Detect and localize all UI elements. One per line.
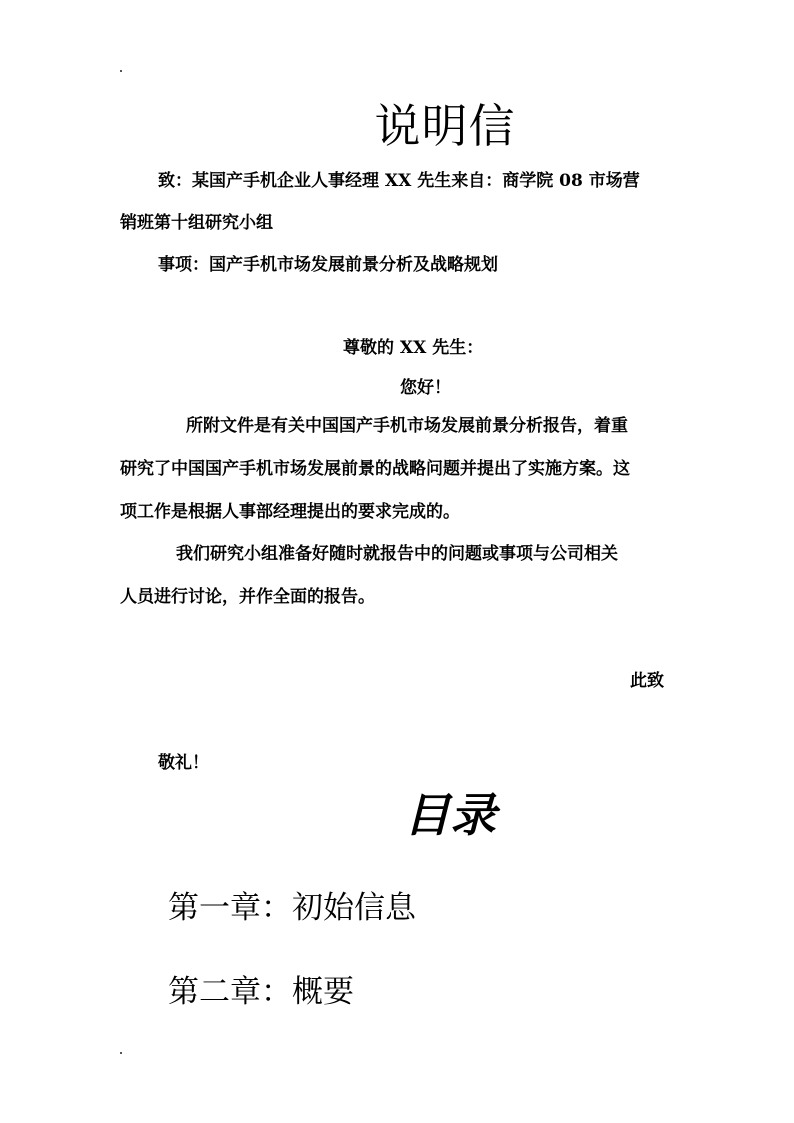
body-paragraph-2 [120,533,675,619]
closing-jing-li: 敬礼！ [158,753,209,773]
recipient-line-2: 销班第十组研究小组 [120,213,273,233]
salutation: 尊敬的 XX 先生： [343,338,484,358]
paragraph-1-line-3: 项工作是根据人事部经理提出的要求完成的。 [120,502,460,522]
subject-line: 事项：国产手机市场发展前景分析及战略规划 [158,255,498,275]
body-paragraph-1 [120,405,675,534]
closing-ci-zhi: 此致 [630,671,664,691]
recipient-line-1: 致：某国产手机企业人事经理 XX 先生来自：商学院 08 市场营 [158,171,640,191]
paragraph-1-line-2: 研究了中国国产手机市场发展前景的战略问题并提出了实施方案。这 [120,459,630,479]
greeting: 您好！ [400,378,451,398]
paragraph-2-line-2: 人员进行讨论，并作全面的报告。 [120,587,375,607]
corner-mark-bottom [120,1052,122,1054]
toc-title: 目录 [404,788,496,842]
paragraph-1-line-1: 所附文件是有关中国国产手机市场发展前景分析报告，着重 [186,416,628,436]
corner-mark-top [120,70,122,72]
paragraph-2-line-1: 我们研究小组准备好随时就报告中的问题或事项与公司相关 [176,544,618,564]
letter-title: 说明信 [374,99,516,153]
toc-item-chapter-1[interactable]: 第一章：初始信息 [168,890,416,926]
toc-item-chapter-2[interactable]: 第二章：概要 [168,974,354,1010]
